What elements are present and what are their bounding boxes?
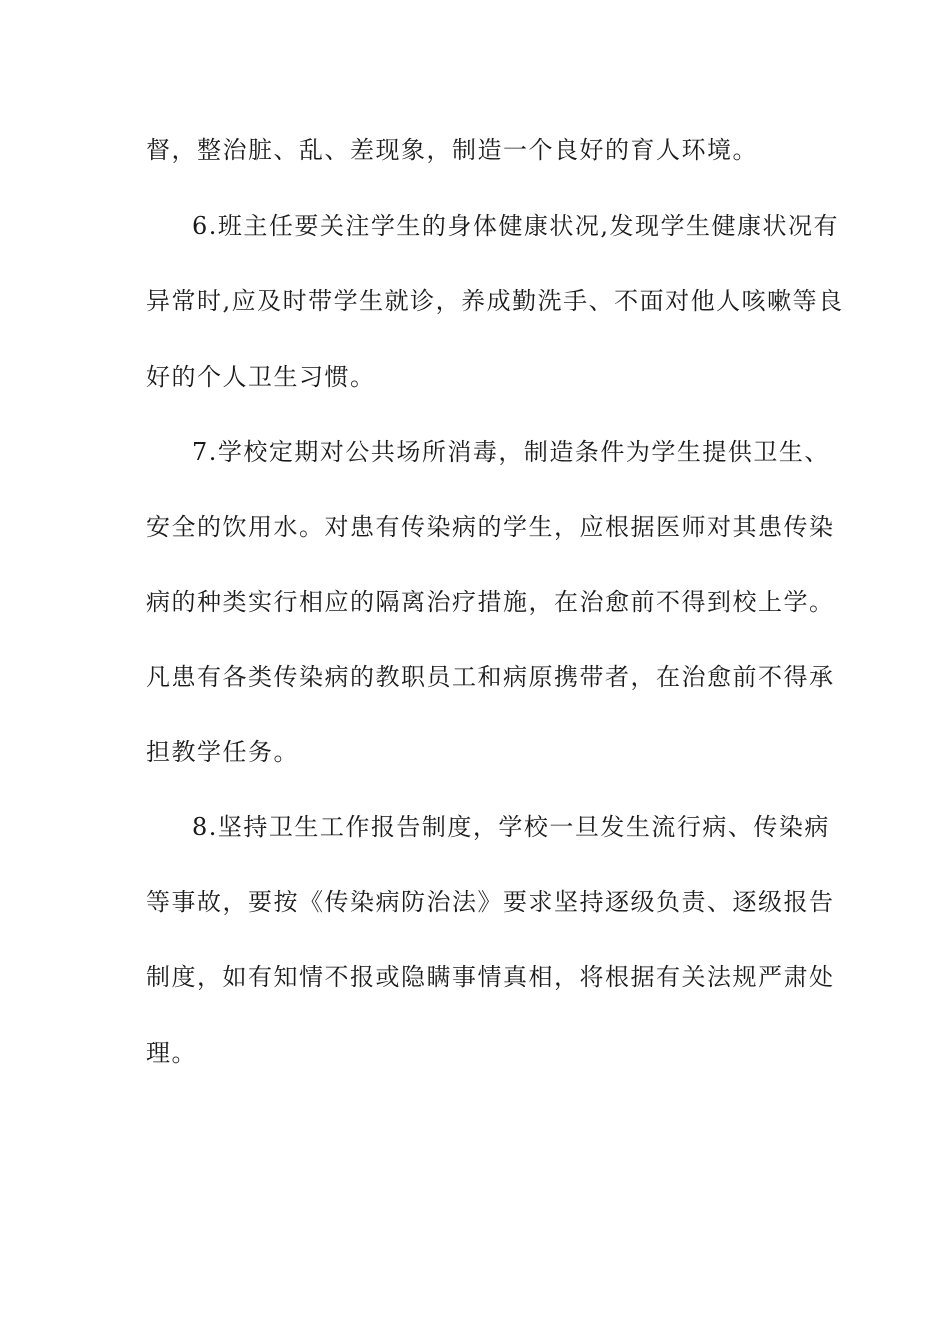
text-line: 病的种类实行相应的隔离治疗措施，在治愈前不得到校上学。 — [146, 588, 835, 616]
text-line: 异常时,应及时带学生就诊，养成勤洗手、不面对他人咳嗽等良 — [146, 287, 844, 315]
text-line: 凡患有各类传染病的教职员工和病原携带者，在治愈前不得承 — [146, 663, 835, 691]
text-line: 督，整治脏、乱、差现象，制造一个良好的育人环境。 — [146, 136, 758, 164]
paragraph-8-line: 8.坚持卫生工作报告制度，学校一旦发生流行病、传染病 — [192, 813, 830, 841]
text-line: 理。 — [146, 1039, 197, 1067]
text-line: 担教学任务。 — [146, 738, 299, 766]
text-line: 安全的饮用水。对患有传染病的学生，应根据医师对其患传染 — [146, 513, 835, 541]
paragraph-7-line: 7.学校定期对公共场所消毒，制造条件为学生提供卫生、 — [192, 438, 830, 466]
paragraph-6-line: 6.班主任要关注学生的身体健康状况,发现学生健康状况有 — [192, 212, 840, 240]
text-line: 等事故，要按《传染病防治法》要求坚持逐级负责、逐级报告 — [146, 888, 835, 916]
text-line: 好的个人卫生习惯。 — [146, 363, 376, 391]
text-line: 制度，如有知情不报或隐瞒事情真相，将根据有关法规严肃处 — [146, 963, 835, 991]
